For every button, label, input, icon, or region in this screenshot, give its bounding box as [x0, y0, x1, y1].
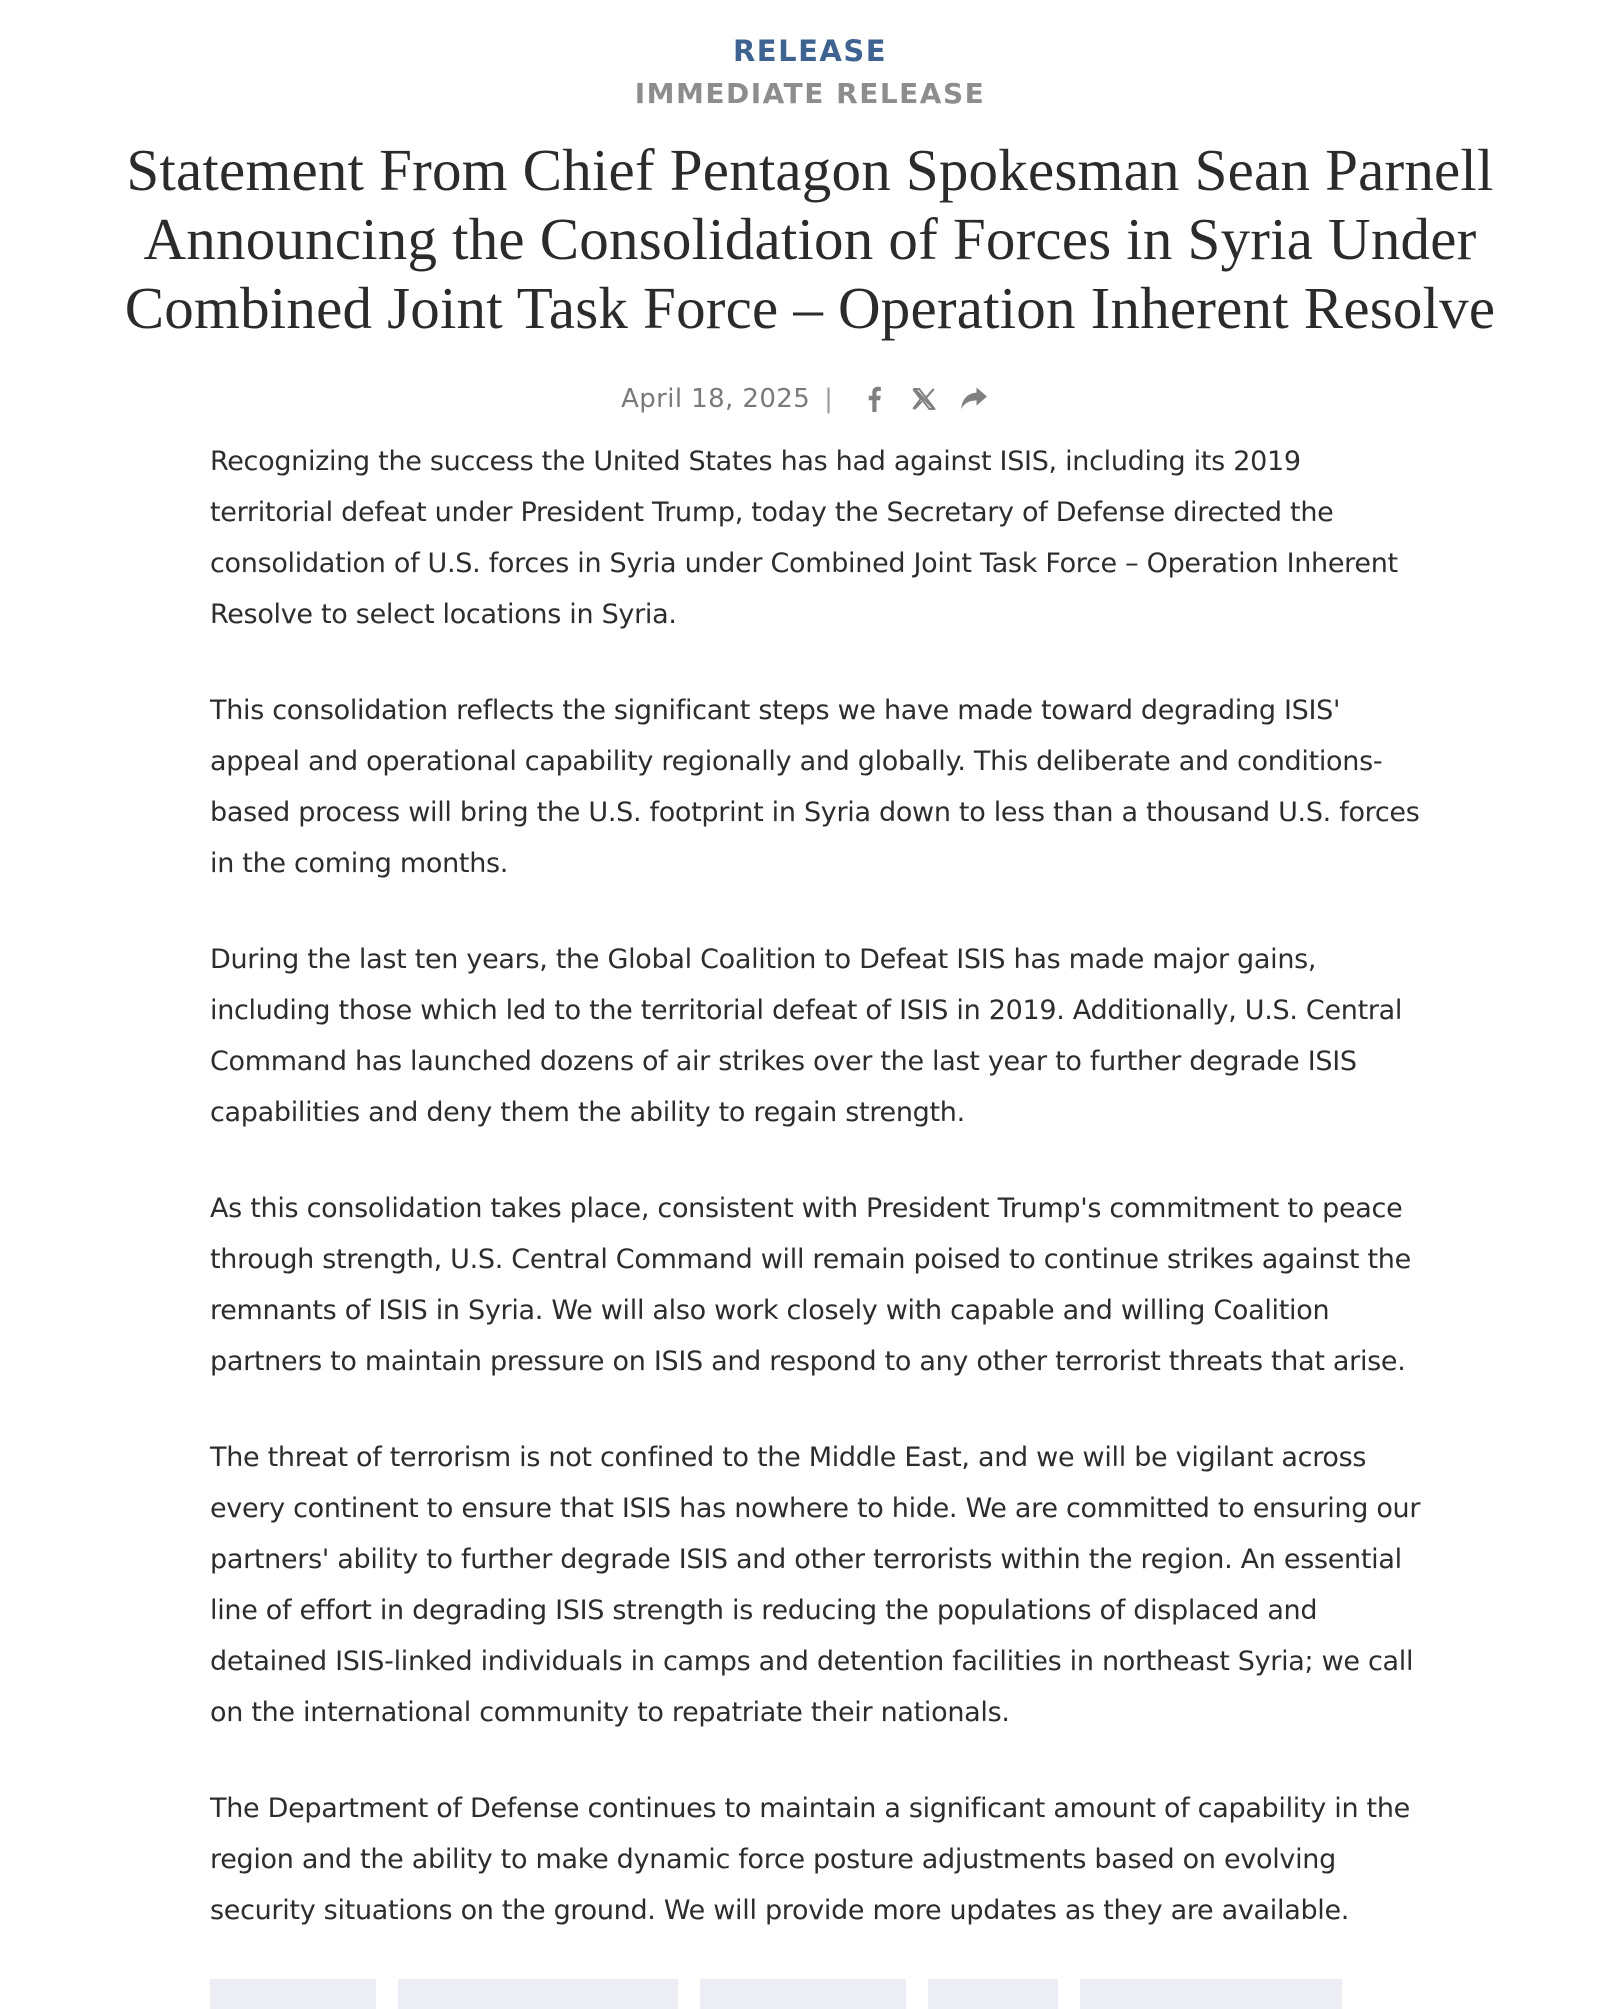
publish-date: April 18, 2025: [621, 384, 811, 414]
article-paragraph-6: The Department of Defense continues to maintain a significant amount of capability in the region and the ability to make dynamic force posture adjustments based on evolving security situations on the ground. We will provide more updates as they are available.: [210, 1793, 1410, 1926]
x-icon: [912, 388, 936, 410]
share-x-button[interactable]: [909, 384, 939, 414]
article-meta: [0, 379, 1620, 419]
release-type-label: IMMEDIATE RELEASE: [634, 77, 986, 110]
tag-chip[interactable]: [398, 1979, 678, 2009]
facebook-icon: [866, 386, 882, 412]
article-body: [210, 436, 1430, 1981]
article-paragraph-3: During the last ten years, the Global Coalition to Defeat ISIS has made major gains, including those which led to the territorial defeat of ISIS in 2019. Additionally, U.S. Central Command has launched dozens of air strikes over the last year to further degrade ISIS capabilities and deny them the ability to regain strength.: [210, 944, 1403, 1128]
release-kicker[interactable]: RELEASE: [732, 34, 888, 68]
tag-chip[interactable]: [928, 1979, 1058, 2009]
share-forward-button[interactable]: [959, 384, 989, 414]
share-arrow-icon: [960, 387, 988, 411]
tag-chip[interactable]: [210, 1979, 376, 2009]
share-facebook-button[interactable]: [859, 384, 889, 414]
article-title: Statement From Chief Pentagon Spokesman Sean Parnell Announcing the Consolidation of Forces in Syria Under Combined Joint Task Force – Operation Inherent Resolve: [124, 137, 1496, 341]
tag-chip[interactable]: [700, 1979, 906, 2009]
tag-chip[interactable]: [1080, 1979, 1342, 2009]
article-paragraph-4: As this consolidation takes place, consistent with President Trump's commitment to peace through strength, U.S. Central Command will remain poised to continue strikes against the remnants of ISIS in Syria. We will also work closely with capable and willing Coalition partners to maintain pressure on ISIS and respond to any other terrorist threats that arise.: [210, 1193, 1411, 1377]
tag-list: [210, 1979, 1364, 2009]
article-paragraph-1: Recognizing the success the United States has had against ISIS, including its 2019 territorial defeat under President Trump, today the Secretary of Defense directed the consolidation of U.S. forces in Syria under Combined Joint Task Force – Operation Inherent Resolve to select locations in Syria.: [210, 446, 1398, 630]
article-paragraph-2: This consolidation reflects the significant steps we have made toward degrading ISIS' appeal and operational capability regionally and globally. This deliberate and conditions-based process will bring the U.S. footprint in Syria down to less than a thousand U.S. forces in the coming months.: [210, 695, 1420, 879]
meta-separator: |: [824, 384, 833, 414]
article-paragraph-5: The threat of terrorism is not confined to the Middle East, and we will be vigilant across every continent to ensure that ISIS has nowhere to hide. We are committed to ensuring our partners' ability to further degrade ISIS and other terrorists within the region. An essential line of effort in degrading ISIS strength is reducing the populations of displaced and detained ISIS-linked individuals in camps and detention facilities in northeast Syria; we call on the international community to repatriate their nationals.: [210, 1442, 1421, 1728]
